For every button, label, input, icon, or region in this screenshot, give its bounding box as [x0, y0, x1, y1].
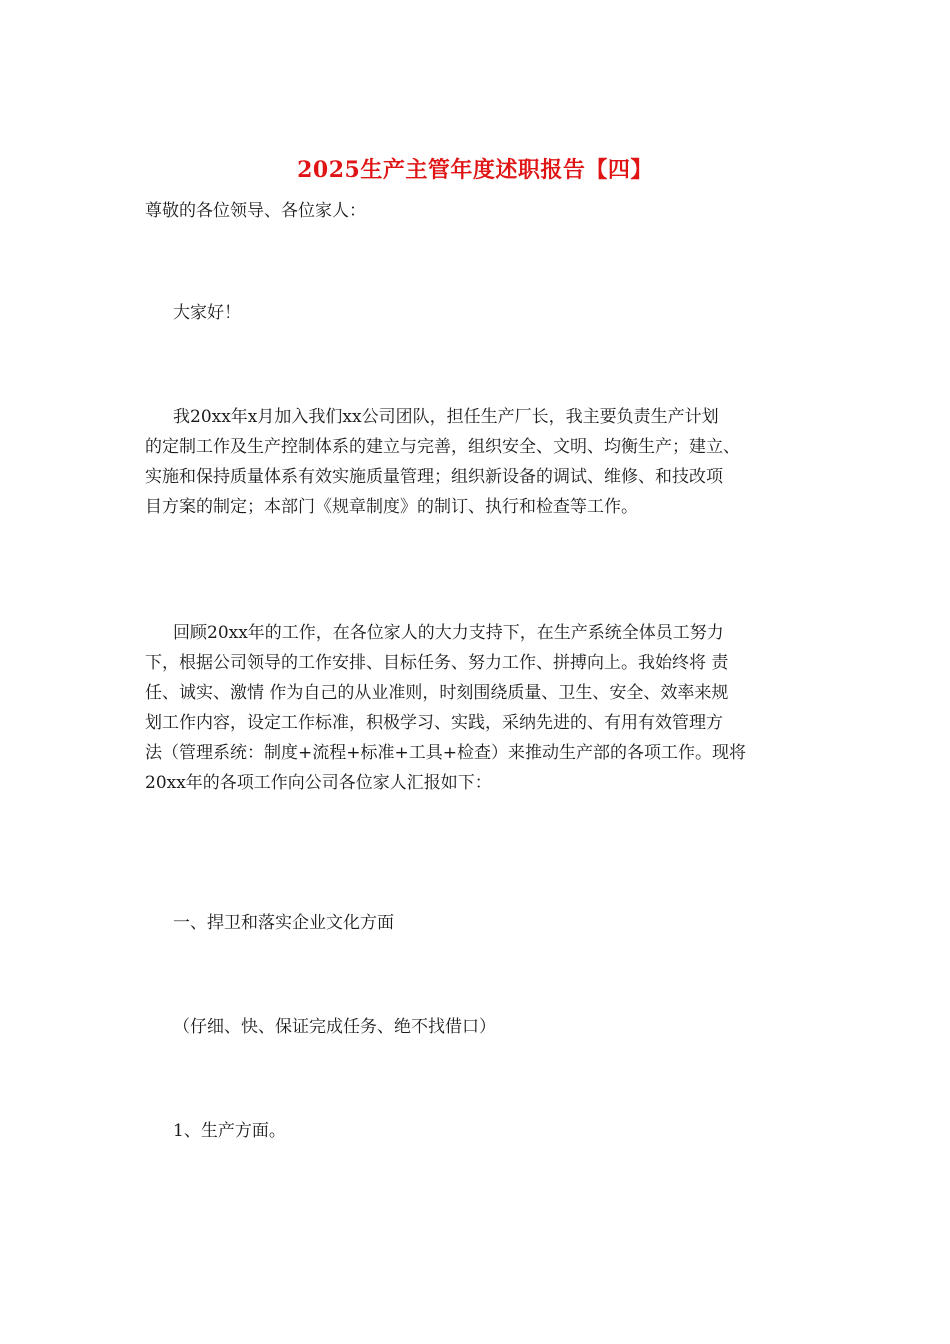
paragraph-1-line: 目方案的制定；本部门《规章制度》的制订、执行和检查等工作。	[145, 497, 638, 517]
greeting: 大家好！	[173, 303, 241, 323]
document-title: 2025生产主管年度述职报告【四】	[297, 157, 653, 183]
paragraph-2-line: 回顾20xx年的工作，在各位家人的大力支持下，在生产系统全体员工努力	[173, 623, 724, 643]
item-1-heading: 1、生产方面。	[173, 1121, 286, 1141]
section-1-subtitle: （仔细、快、保证完成任务、绝不找借口）	[173, 1017, 496, 1037]
paragraph-1-line: 实施和保持质量体系有效实施质量管理；组织新设备的调试、维修、和技改项	[145, 467, 723, 487]
paragraph-2-line: 法（管理系统：制度+流程+标准+工具+检查）来推动生产部的各项工作。现将	[145, 743, 746, 763]
paragraph-2-line: 20xx年的各项工作向公司各位家人汇报如下：	[145, 773, 492, 793]
salutation: 尊敬的各位领导、各位家人：	[145, 201, 366, 221]
paragraph-1-line: 的定制工作及生产控制体系的建立与完善，组织安全、文明、均衡生产；建立、	[145, 437, 740, 457]
paragraph-2	[145, 618, 815, 798]
paragraph-2-line: 下，根据公司领导的工作安排、目标任务、努力工作、拼搏向上。我始终将 责	[145, 653, 729, 673]
paragraph-2-line: 划工作内容，设定工作标准，积极学习、实践，采纳先进的、有用有效管理方	[145, 713, 723, 733]
paragraph-1-line: 我20xx年x月加入我们xx公司团队，担任生产厂长，我主要负责生产计划	[173, 407, 719, 427]
section-1-heading: 一、捍卫和落实企业文化方面	[173, 913, 394, 933]
paragraph-2-line: 任、诚实、激情 作为自己的从业准则，时刻围绕质量、卫生、安全、效率来规	[145, 683, 729, 703]
paragraph-1	[145, 402, 815, 522]
